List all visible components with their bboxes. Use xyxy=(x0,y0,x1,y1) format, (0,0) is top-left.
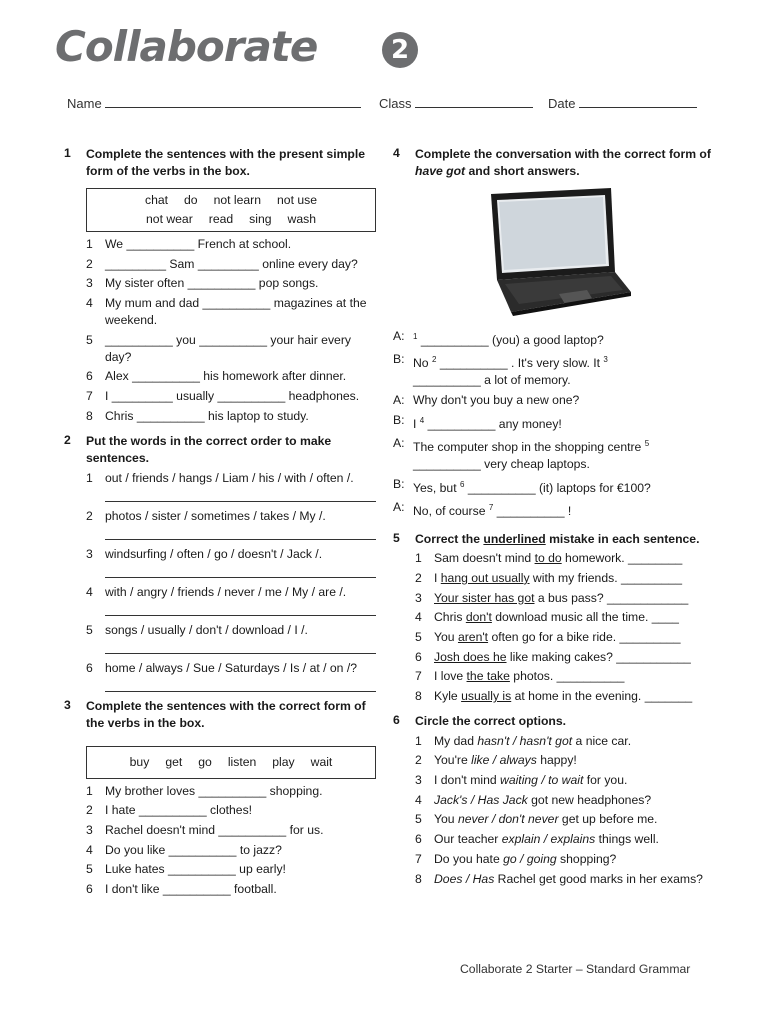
name-field[interactable] xyxy=(67,94,361,111)
word-box xyxy=(86,188,376,232)
exercise-item xyxy=(86,408,376,425)
item-number: 2 xyxy=(415,753,422,768)
item-text: shopping? xyxy=(556,851,617,866)
item-text: __________ you __________ your hair every day? xyxy=(105,332,351,364)
line-text: __________ a lot of memory. xyxy=(413,373,571,388)
item-text: I xyxy=(434,570,441,585)
item-text: a nice car. xyxy=(572,733,632,748)
exercise-number: 6 xyxy=(393,713,400,728)
exercise-item xyxy=(86,842,376,859)
item-text: I _________ usually __________ headphones. xyxy=(105,389,360,404)
exercise-item xyxy=(415,792,711,809)
exercise-item xyxy=(86,783,376,800)
dialogue-line xyxy=(393,328,711,349)
item-text: I love xyxy=(434,669,467,684)
exercise-item xyxy=(415,629,711,646)
item-text: _________ Sam _________ online every day? xyxy=(105,256,358,271)
option-choice[interactable]: waiting / to wait xyxy=(500,773,584,788)
option-choice[interactable]: like / always xyxy=(471,753,537,768)
item-text: get up before me. xyxy=(558,812,658,827)
item-number: 8 xyxy=(415,689,422,704)
gap-number: 2 xyxy=(431,355,437,365)
item-text: I don't mind xyxy=(434,773,501,788)
dialogue-line xyxy=(393,412,711,433)
answer-line[interactable] xyxy=(105,677,376,692)
class-label: Class xyxy=(379,96,412,111)
item-text: My sister often __________ pop songs. xyxy=(105,276,319,291)
item-number: 6 xyxy=(415,649,422,664)
item-number: 5 xyxy=(86,332,93,347)
item-text: Do you like __________ to jazz? xyxy=(105,842,282,857)
underlined-mistake: hang out usually xyxy=(440,570,530,585)
name-line xyxy=(105,94,361,108)
item-number: 7 xyxy=(86,389,93,404)
line-text: Yes, but xyxy=(413,480,460,495)
item-text: My dad xyxy=(434,733,478,748)
item-number: 4 xyxy=(86,296,93,311)
dialogue-line xyxy=(393,435,711,473)
item-text: songs / usually / don't / download / I /. xyxy=(105,622,308,637)
exercise-item xyxy=(86,861,376,878)
exercise-item xyxy=(415,688,711,705)
item-number: 5 xyxy=(86,862,93,877)
item-text: My mum and dad __________ magazines at the weekend. xyxy=(105,296,367,328)
exercise-item xyxy=(86,470,376,487)
exercise-item xyxy=(86,802,376,819)
laptop-image xyxy=(483,188,633,316)
exercise-number: 3 xyxy=(64,697,71,712)
item-text: You xyxy=(434,812,458,827)
line-text: __________ very cheap laptops. xyxy=(413,457,590,472)
underlined-mistake: Your sister has got xyxy=(434,590,535,605)
exercise-item xyxy=(86,660,376,677)
item-number: 1 xyxy=(86,470,93,485)
item-number: 2 xyxy=(86,508,93,523)
exercise-item xyxy=(415,550,711,567)
exercise-item xyxy=(86,368,376,385)
speaker-label: A: xyxy=(393,392,405,407)
gap-number: 4 xyxy=(419,415,425,425)
item-text: I don't like __________ football. xyxy=(105,881,277,896)
item-text: homework. ________ xyxy=(561,551,683,566)
exercise-item xyxy=(415,570,711,587)
title-em: have got xyxy=(415,164,466,178)
date-label: Date xyxy=(548,96,576,111)
exercise-item xyxy=(86,295,376,329)
option-choice[interactable]: go / going xyxy=(503,851,557,866)
answer-line[interactable] xyxy=(105,487,376,502)
box-word: not learn xyxy=(213,193,262,207)
item-text: often go for a bike ride. _________ xyxy=(488,629,681,644)
item-text: for you. xyxy=(583,773,628,788)
box-word: wash xyxy=(287,212,316,226)
item-number: 5 xyxy=(415,629,422,644)
box-word: listen xyxy=(227,754,257,769)
box-word: play xyxy=(272,754,295,769)
underlined-mistake: usually is xyxy=(461,689,512,704)
title-part: Correct the xyxy=(415,531,484,546)
item-text: Sam doesn't mind xyxy=(434,551,535,566)
line-text: No, of course xyxy=(413,504,489,519)
option-choice[interactable]: explain / explains xyxy=(501,832,596,847)
gap-number: 7 xyxy=(488,503,494,513)
exercise-5 xyxy=(393,531,711,706)
line-text: __________ any money! xyxy=(427,416,562,431)
exercise-title xyxy=(415,146,711,180)
item-text: I hate __________ clothes! xyxy=(105,803,253,818)
speaker-label: A: xyxy=(393,500,405,515)
item-number: 5 xyxy=(86,622,93,637)
line-text: Why don't you buy a new one? xyxy=(413,392,580,407)
item-number: 3 xyxy=(415,773,422,788)
answer-line[interactable] xyxy=(105,639,376,654)
item-number: 2 xyxy=(415,570,422,585)
item-number: 1 xyxy=(86,783,93,798)
box-word: go xyxy=(198,754,212,769)
class-line xyxy=(415,94,533,108)
exercise-item xyxy=(415,831,711,848)
item-number: 4 xyxy=(86,842,93,857)
box-word: get xyxy=(165,754,183,769)
exercise-item xyxy=(86,388,376,405)
exercise-2 xyxy=(64,433,376,692)
item-number: 6 xyxy=(86,881,93,896)
exercise-item xyxy=(86,236,376,253)
collaborate-logo: Collaborate xyxy=(55,22,318,71)
item-text: You're xyxy=(434,753,472,768)
gap-number: 1 xyxy=(413,331,418,341)
exercise-title: Complete the sentences with the correct form of the verbs in the box. xyxy=(86,698,366,730)
dialogue-line xyxy=(393,499,711,520)
exercise-6 xyxy=(393,713,711,888)
exercise-title xyxy=(415,531,711,548)
gap-number: 3 xyxy=(603,355,608,365)
item-text: Rachel get good marks in her exams? xyxy=(494,871,703,886)
class-field[interactable] xyxy=(379,94,533,111)
item-text: Luke hates __________ up early! xyxy=(105,862,286,877)
exercise-title: Circle the correct options. xyxy=(415,714,567,729)
exercise-item xyxy=(86,584,376,601)
exercise-item xyxy=(86,508,376,525)
line-text: I xyxy=(413,416,420,431)
exercise-item xyxy=(86,256,376,273)
box-word: not use xyxy=(277,193,318,207)
item-number: 3 xyxy=(86,276,93,291)
exercise-item xyxy=(415,668,711,685)
left-column xyxy=(64,146,376,904)
title-part: mistake in each sentence. xyxy=(545,531,700,546)
exercise-number: 1 xyxy=(64,146,71,160)
page-footer: Collaborate 2 Starter – Standard Grammar xyxy=(460,962,691,976)
item-number: 3 xyxy=(86,546,93,561)
box-word: buy xyxy=(129,754,150,769)
item-number: 4 xyxy=(415,610,422,625)
item-text: happy! xyxy=(536,753,577,768)
speaker-label: A: xyxy=(393,328,405,343)
name-label: Name xyxy=(67,96,102,111)
item-text: My brother loves __________ shopping. xyxy=(105,783,323,798)
exercise-number: 5 xyxy=(393,530,400,545)
exercise-item xyxy=(415,733,711,750)
level-badge: 2 xyxy=(382,32,418,68)
exercise-number: 4 xyxy=(393,146,400,160)
exercise-item xyxy=(415,851,711,868)
box-word: read xyxy=(208,212,234,226)
line-text: __________ . It's very slow. It xyxy=(439,356,604,371)
item-number: 2 xyxy=(86,256,93,271)
item-text: Alex __________ his homework after dinner. xyxy=(105,369,347,384)
item-text: a bus pass? ____________ xyxy=(534,590,689,605)
date-line xyxy=(579,94,697,108)
gap-number: 5 xyxy=(644,439,650,449)
exercise-item xyxy=(415,772,711,789)
line-text: __________ (it) laptops for €100? xyxy=(467,480,651,495)
item-number: 4 xyxy=(86,584,93,599)
item-text: download music all the time. ____ xyxy=(491,610,679,625)
item-text: Do you hate xyxy=(434,851,504,866)
line-text: __________ (you) a good laptop? xyxy=(420,332,604,347)
item-text: Rachel doesn't mind __________ for us. xyxy=(105,822,324,837)
line-text: The computer shop in the shopping centre xyxy=(413,440,645,455)
item-text: Chris xyxy=(434,610,466,625)
box-word: wait xyxy=(310,754,333,769)
option-choice[interactable]: Jack's / Has Jack xyxy=(434,792,528,807)
title-part: Complete the conversation with the correct form of xyxy=(415,147,711,161)
answer-line[interactable] xyxy=(105,601,376,616)
gap-number: 6 xyxy=(459,479,465,489)
dialogue-line xyxy=(393,351,711,389)
item-text: photos. __________ xyxy=(509,669,625,684)
item-number: 1 xyxy=(86,237,93,251)
item-text: Our teacher xyxy=(434,832,502,847)
underlined-mistake: don't xyxy=(465,610,492,625)
underlined-mistake: Josh does he xyxy=(434,649,507,664)
speaker-label: B: xyxy=(393,476,405,491)
item-text: like making cakes? ___________ xyxy=(506,649,691,664)
item-number: 2 xyxy=(86,803,93,818)
exercise-title: Complete the sentences with the present simple form of the verbs in the box. xyxy=(86,147,366,178)
item-number: 4 xyxy=(415,792,422,807)
item-number: 6 xyxy=(415,832,422,847)
exercise-item xyxy=(415,871,711,888)
option-choice[interactable]: hasn't / hasn't got xyxy=(477,733,573,748)
exercise-item xyxy=(86,546,376,563)
item-number: 3 xyxy=(86,822,93,837)
item-text: home / always / Sue / Saturdays / Is / at / on /? xyxy=(105,660,357,675)
item-number: 7 xyxy=(415,851,422,866)
item-number: 7 xyxy=(415,669,422,684)
underlined-mistake: aren't xyxy=(457,629,489,644)
exercise-item xyxy=(415,752,711,769)
item-text: things well. xyxy=(595,832,659,847)
title-part: and short answers. xyxy=(465,164,580,178)
word-box xyxy=(86,746,376,779)
exercise-item xyxy=(86,275,376,292)
exercise-item xyxy=(86,822,376,839)
answer-line[interactable] xyxy=(105,525,376,540)
speaker-label: B: xyxy=(393,412,405,427)
option-choice[interactable]: Does / Has xyxy=(434,871,495,886)
item-text: windsurfing / often / go / doesn't / Jack /. xyxy=(105,546,323,561)
option-choice[interactable]: never / don't never xyxy=(457,812,559,827)
item-number: 1 xyxy=(415,551,422,566)
item-text: We __________ French at school. xyxy=(105,237,292,251)
item-number: 8 xyxy=(86,408,93,423)
box-word: not wear xyxy=(146,212,193,226)
exercise-4 xyxy=(393,146,711,521)
right-column xyxy=(393,146,711,894)
exercise-item xyxy=(415,811,711,828)
exercise-item xyxy=(86,881,376,898)
exercise-number: 2 xyxy=(64,432,71,447)
item-text: You xyxy=(434,629,458,644)
item-number: 6 xyxy=(86,660,93,675)
answer-line[interactable] xyxy=(105,563,376,578)
exercise-item xyxy=(415,609,711,626)
exercise-item xyxy=(86,332,376,366)
box-word: sing xyxy=(249,212,272,226)
exercise-3 xyxy=(64,698,376,898)
speaker-label: A: xyxy=(393,436,405,451)
box-word: chat xyxy=(144,193,169,207)
item-number: 6 xyxy=(86,369,93,384)
item-text: photos / sister / sometimes / takes / My /. xyxy=(105,508,326,523)
item-text: with / angry / friends / never / me / My / are /. xyxy=(105,584,347,599)
exercise-1 xyxy=(64,146,376,425)
underlined-mistake: the take xyxy=(466,669,510,684)
line-text: No xyxy=(413,356,432,371)
title-underline: underlined xyxy=(483,531,546,546)
item-text: with my friends. _________ xyxy=(529,570,682,585)
item-number: 3 xyxy=(415,590,422,605)
date-field[interactable] xyxy=(548,94,697,111)
item-text: Chris __________ his laptop to study. xyxy=(105,408,309,423)
exercise-item xyxy=(415,590,711,607)
item-number: 5 xyxy=(415,812,422,827)
exercise-item xyxy=(86,622,376,639)
item-number: 8 xyxy=(415,871,422,886)
exercise-title: Put the words in the correct order to make sentences. xyxy=(86,433,332,465)
underlined-mistake: to do xyxy=(534,551,562,566)
item-text: out / friends / hangs / Liam / his / with / often /. xyxy=(105,470,354,485)
line-text: __________ ! xyxy=(496,504,572,519)
item-text: got new headphones? xyxy=(527,792,652,807)
item-text: Kyle xyxy=(434,689,462,704)
item-number: 1 xyxy=(415,733,422,748)
dialogue-line xyxy=(393,392,711,409)
exercise-item xyxy=(415,649,711,666)
item-text: at home in the evening. _______ xyxy=(511,689,693,704)
speaker-label: B: xyxy=(393,352,405,367)
dialogue-line xyxy=(393,476,711,497)
box-word: do xyxy=(184,193,198,207)
